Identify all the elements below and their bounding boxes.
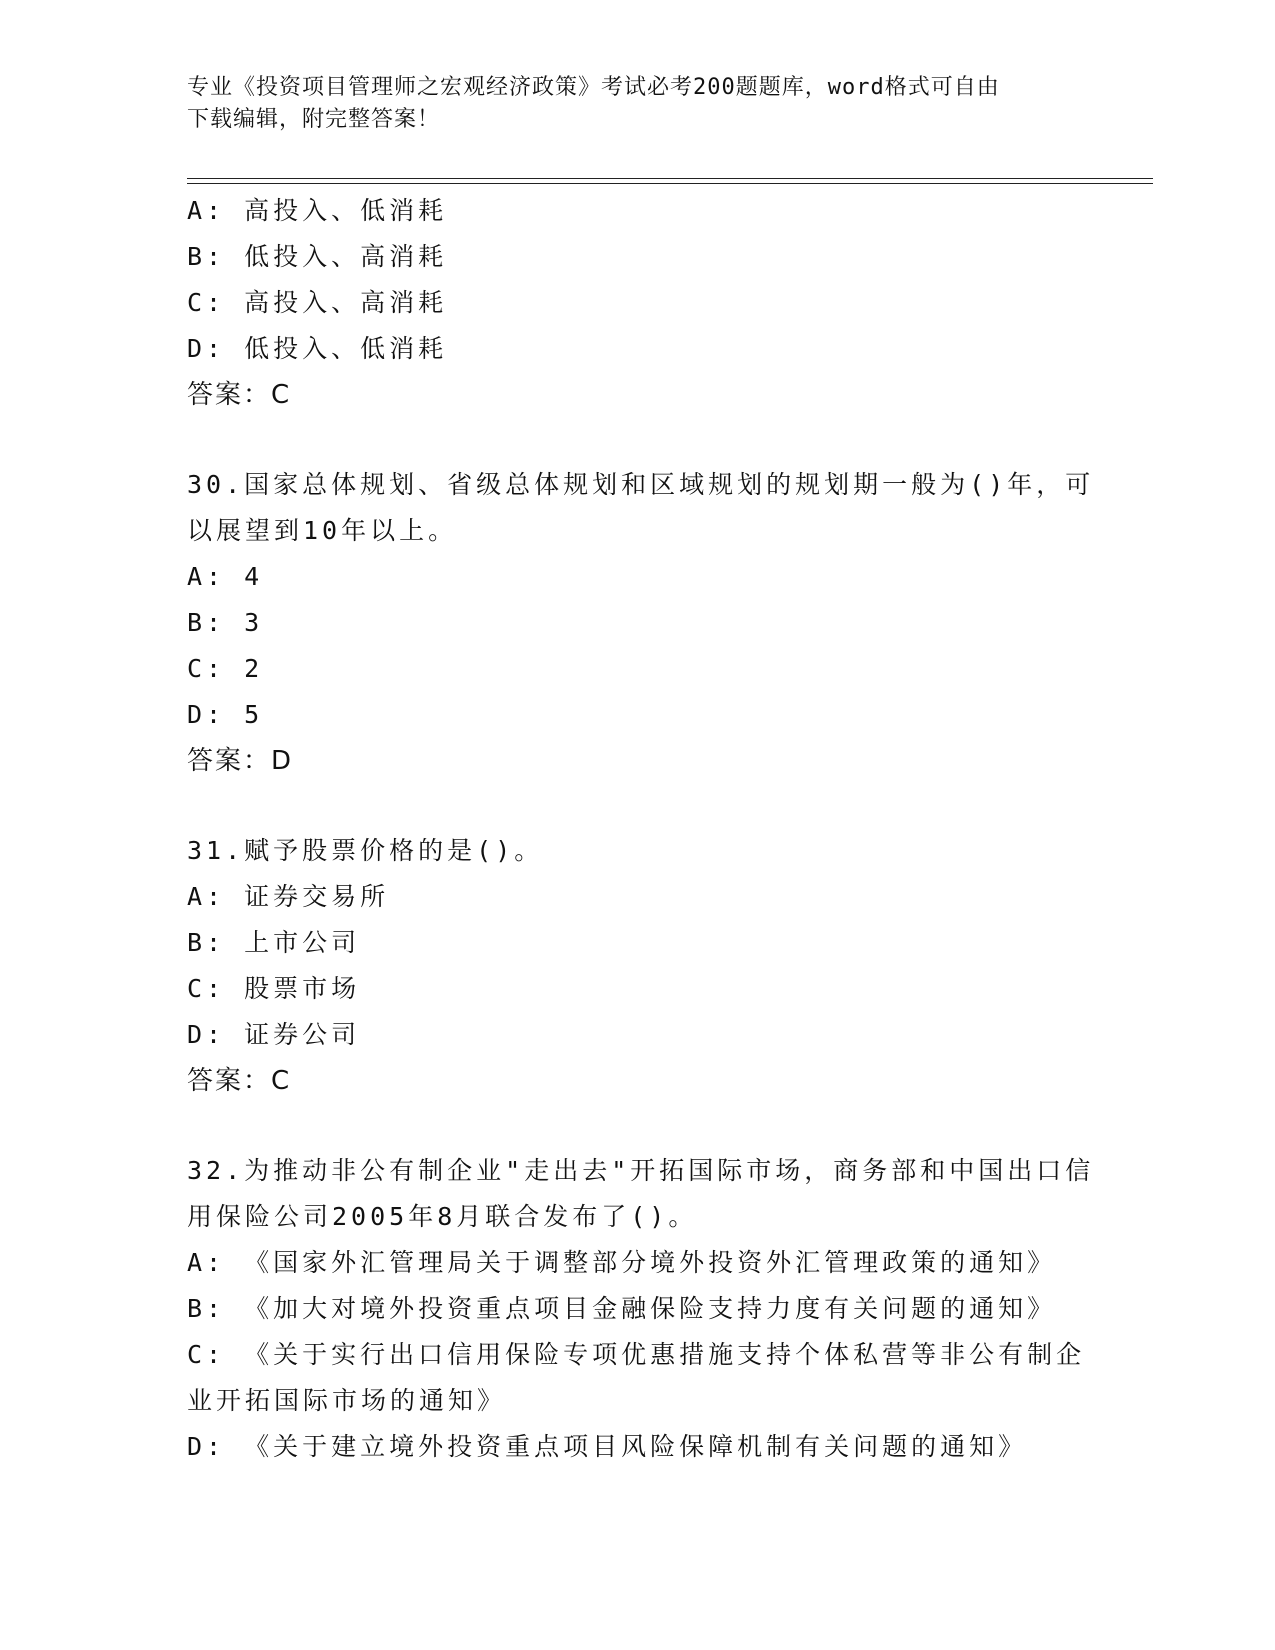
- question-30: [187, 462, 1095, 784]
- option-c: C: 高投入、高消耗: [187, 288, 448, 317]
- option-b: B: 《加大对境外投资重点项目金融保险支持力度有关问题的通知》: [187, 1294, 1057, 1323]
- option-b: B: 3: [187, 608, 264, 637]
- option-a: A: 4: [187, 562, 264, 591]
- question-31: [187, 828, 1087, 1104]
- question-stem-line: 32.为推动非公有制企业"走出去"开拓国际市场，商务部和中国出口信: [187, 1156, 1095, 1185]
- spacer: [187, 784, 1087, 828]
- option-b: B: 低投入、高消耗: [187, 242, 448, 271]
- question-stem-line: 以展望到10年以上。: [187, 516, 458, 545]
- question-stem-line: 31.赋予股票价格的是()。: [187, 836, 544, 865]
- question-32: [187, 1148, 1095, 1470]
- option-d: D: 《关于建立境外投资重点项目风险保障机制有关问题的通知》: [187, 1432, 1028, 1461]
- header-divider-bottom: [187, 183, 1153, 184]
- spacer: [187, 418, 1087, 462]
- question-stem-line: 用保险公司2005年8月联合发布了()。: [187, 1202, 698, 1231]
- option-c-continuation: 业开拓国际市场的通知》: [187, 1386, 507, 1415]
- option-a: A: 《国家外汇管理局关于调整部分境外投资外汇管理政策的通知》: [187, 1248, 1057, 1277]
- answer-label: 答案：D: [187, 746, 294, 776]
- option-c: C: 股票市场: [187, 974, 361, 1003]
- question-stem-line: 30.国家总体规划、省级总体规划和区域规划的规划期一般为()年，可: [187, 470, 1095, 499]
- answer-label: 答案：C: [187, 1066, 292, 1096]
- question-list: [187, 188, 1095, 1470]
- option-d: D: 低投入、低消耗: [187, 334, 448, 363]
- option-c: C: 《关于实行出口信用保险专项优惠措施支持个体私营等非公有制企: [187, 1340, 1086, 1369]
- option-b: B: 上市公司: [187, 928, 361, 957]
- option-a: A: 证券交易所: [187, 882, 390, 911]
- header-divider-top: [187, 178, 1153, 179]
- option-a: A: 高投入、低消耗: [187, 196, 448, 225]
- answer-label: 答案：C: [187, 380, 292, 410]
- option-d: D: 证券公司: [187, 1020, 361, 1049]
- option-d: D: 5: [187, 700, 264, 729]
- document-header: [187, 72, 1067, 136]
- header-line-2: 下载编辑，附完整答案！: [187, 107, 441, 132]
- question-29: [187, 188, 1087, 418]
- option-c: C: 2: [187, 654, 264, 683]
- header-line-1: 专业《投资项目管理师之宏观经济政策》考试必考200题题库，word格式可自由: [187, 75, 1000, 100]
- spacer: [187, 1104, 1087, 1148]
